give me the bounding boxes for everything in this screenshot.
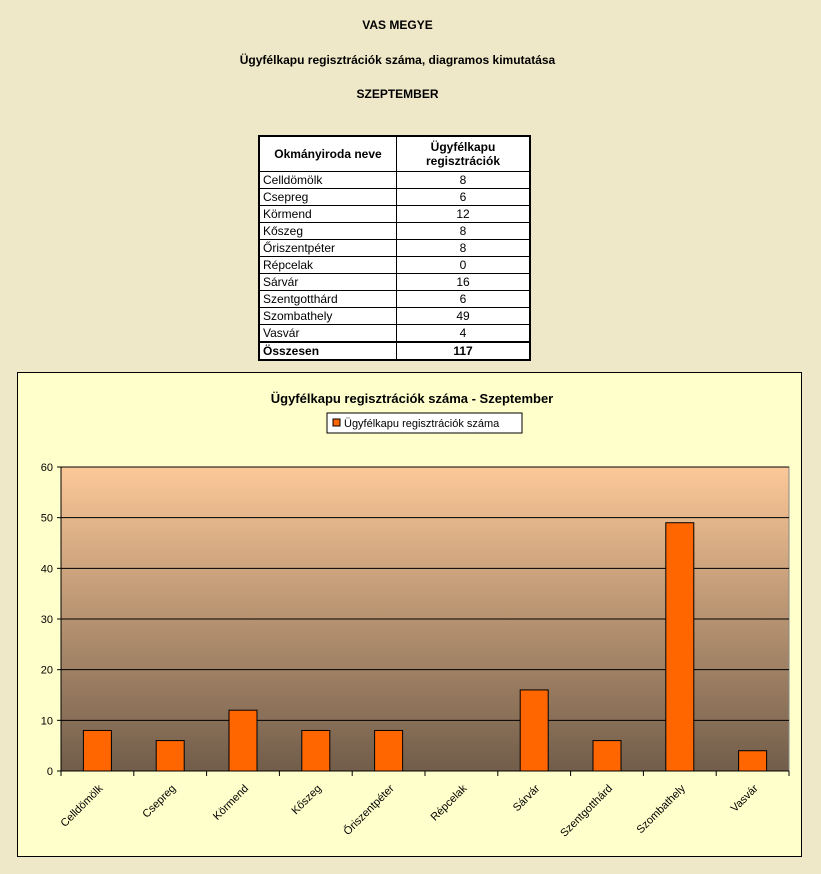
x-tick-label: Körmend [211, 782, 252, 823]
table-row [259, 189, 530, 206]
registrations-header-line1: Ügyfélkapu [430, 140, 496, 154]
table-row [259, 240, 530, 257]
table-row [259, 257, 530, 274]
legend[interactable] [327, 413, 522, 433]
x-tick-label: Szentgotthárd [558, 782, 616, 840]
bar [83, 730, 111, 771]
registration-count: 8 [397, 240, 531, 257]
bar [156, 741, 184, 771]
table-row [259, 206, 530, 223]
bar [302, 730, 330, 771]
registration-count: 6 [397, 291, 531, 308]
table-row [259, 308, 530, 325]
total-row [259, 342, 530, 360]
registration-count: 49 [397, 308, 531, 325]
office-name: Vasvár [259, 325, 397, 343]
office-name: Kőszeg [259, 223, 397, 240]
x-axis [59, 771, 789, 840]
registration-count: 8 [397, 172, 531, 189]
table-header-row [259, 136, 530, 172]
total-value: 117 [397, 342, 531, 360]
registration-count: 12 [397, 206, 531, 223]
bar [739, 751, 767, 771]
y-tick-label: 60 [40, 462, 53, 474]
bar [593, 741, 621, 771]
y-tick-label: 30 [40, 614, 53, 626]
report-subtitle: Ügyfélkapu regisztrációk száma, diagramos kimutatása [239, 53, 556, 67]
office-name: Körmend [259, 206, 397, 223]
office-name: Szombathely [259, 308, 397, 325]
bar [666, 523, 694, 771]
registration-count: 0 [397, 257, 531, 274]
table-row [259, 172, 530, 189]
total-label: Összesen [259, 342, 397, 360]
x-tick-label: Őriszentpéter [341, 782, 397, 838]
county-title: VAS MEGYE [362, 18, 433, 32]
office-name: Csepreg [259, 189, 397, 206]
bar [375, 730, 403, 771]
chart-area[interactable] [17, 372, 802, 857]
table-row [259, 325, 530, 343]
y-axis [41, 462, 61, 778]
table-row [259, 223, 530, 240]
x-tick-label: Szombathely [634, 782, 688, 837]
office-name: Celldömölk [259, 172, 397, 189]
y-tick-label: 0 [46, 766, 53, 778]
office-name: Répcelak [259, 257, 397, 274]
registrations-header [397, 136, 531, 172]
month-title: SZEPTEMBER [356, 87, 439, 101]
table-row [259, 291, 530, 308]
x-tick-label: Répcelak [428, 782, 470, 824]
registration-count: 8 [397, 223, 531, 240]
bar [229, 710, 257, 771]
office-name: Sárvár [259, 274, 397, 291]
registration-count: 4 [397, 325, 531, 343]
office-name-header: Okmányiroda neve [259, 136, 397, 172]
x-tick-label: Vasvár [728, 782, 761, 815]
x-tick-label: Csepreg [140, 782, 179, 821]
table-row [259, 274, 530, 291]
chart-title: Ügyfélkapu regisztrációk száma - Szeptember [270, 391, 554, 406]
office-name: Szentgotthárd [259, 291, 397, 308]
legend-swatch [333, 419, 340, 426]
office-name: Őriszentpéter [259, 240, 397, 257]
registrations-table [258, 135, 531, 361]
x-tick-label: Sárvár [510, 782, 543, 815]
y-tick-label: 20 [40, 664, 53, 677]
registration-count: 6 [397, 189, 531, 206]
x-tick-label: Celldömölk [58, 782, 106, 830]
x-tick-label: Kőszeg [289, 782, 324, 818]
y-tick-label: 50 [40, 512, 53, 525]
registration-count: 16 [397, 274, 531, 291]
bar [520, 690, 548, 771]
y-tick-label: 10 [40, 715, 53, 728]
bar-chart [18, 373, 801, 856]
legend-label: Ügyfélkapu regisztrációk száma [344, 418, 500, 430]
y-tick-label: 40 [40, 563, 53, 576]
registrations-header-line2: regisztrációk [425, 154, 501, 168]
